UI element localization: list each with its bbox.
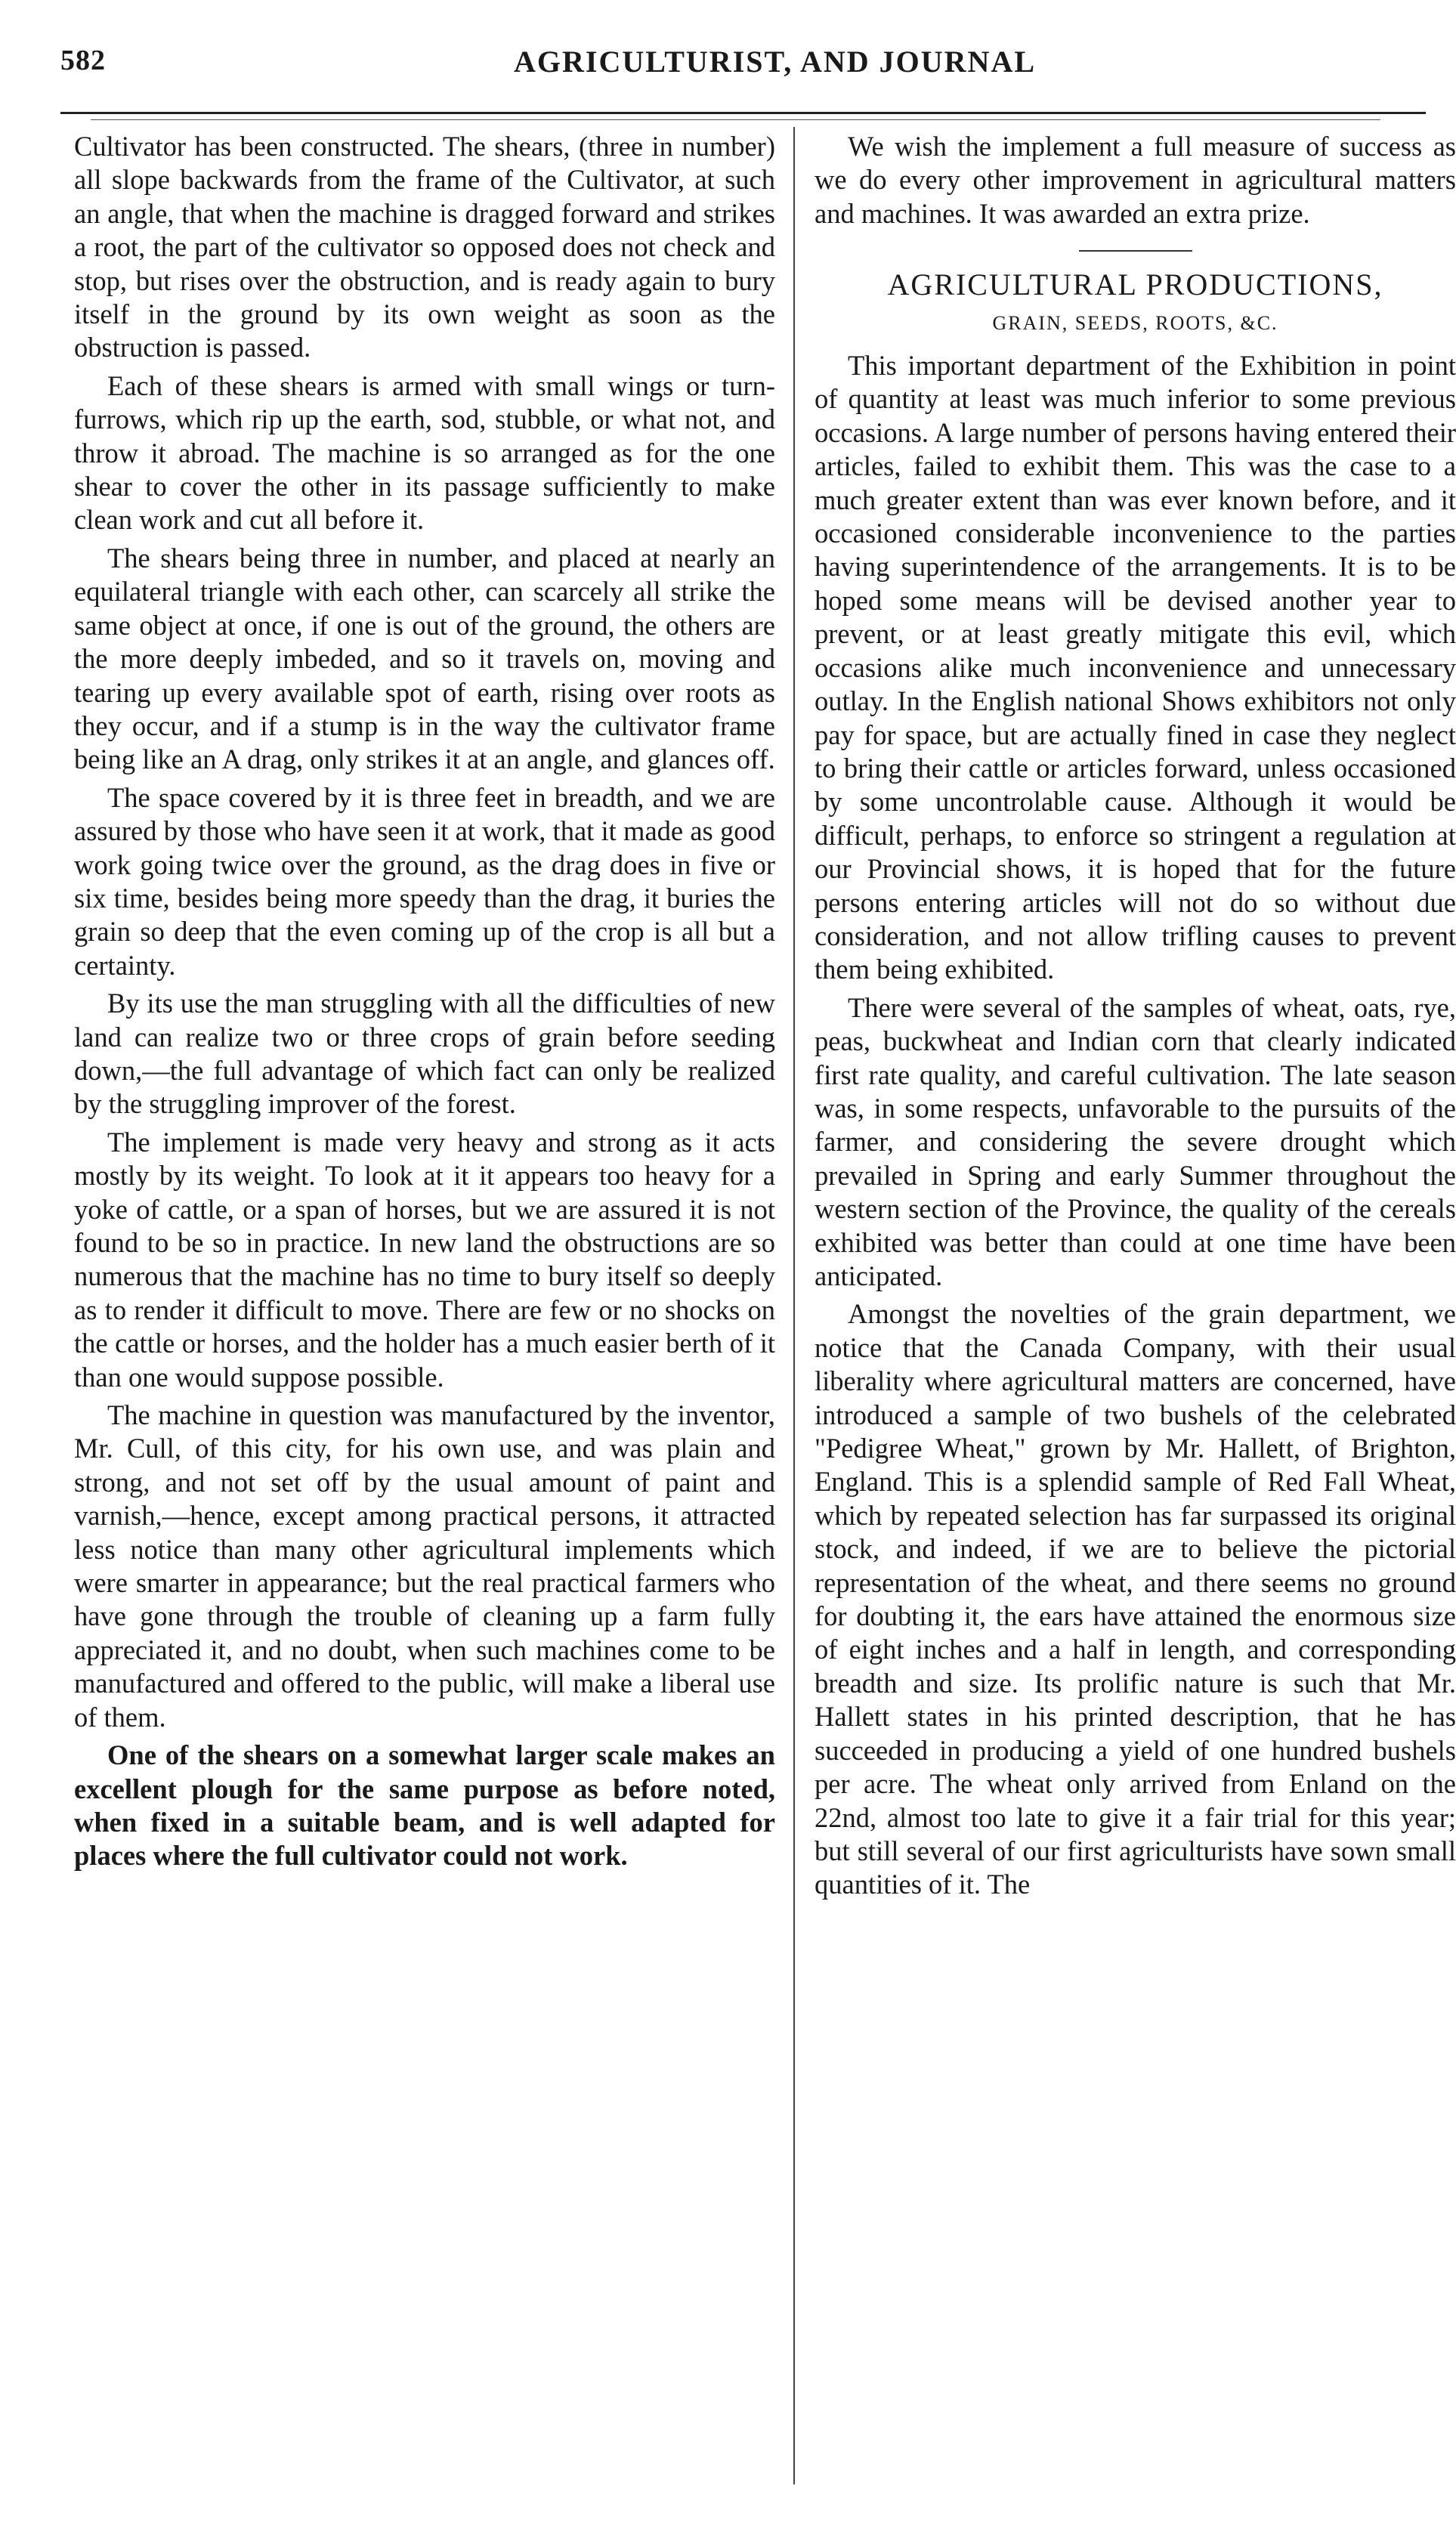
left-column [74, 130, 775, 1878]
right-paragraph-2: There were several of the samples of wheat, oats, rye, peas, buckwheat and Indian corn that clearly indicated first rate quality, and careful cultivation. The late season was, in some respects, unfavorable to the pursuits of the farmer, and considering the severe drought which prevailed in Spring and early Summer throughout the western section of the Province, the quality of the cereals exhibited was better than could at one time have been anticipated. [815, 991, 1456, 1291]
header-rule-thin [91, 119, 1380, 120]
column-divider [793, 127, 795, 2484]
right-column [815, 130, 1456, 1906]
right-paragraph-1: This important department of the Exhibition in point of quantity at least was much inferior to some previous occasions. A large number of persons having entered their articles, failed to exhibit them. This was the case to a much greater extent than was ever known before, and it occasioned considerable inconvenience to the parties having superintendence of the arrangements. It is to be hoped some means will be devised another year to prevent, or at least greatly mitigate this evil, which occasions alike much inconvenience and unnecessary outlay. In the English national Shows exhibitors not only pay for space, but are actually fined in case they neglect to bring their cattle or articles forward, unless occasioned by some uncontrolable cause. Although it would be difficult, perhaps, to enforce so stringent a regulation at our Provincial shows, it is hoped that for the future persons entering articles will not do so without due consideration, and not allow trifling causes to prevent them being exhibited. [815, 350, 1456, 985]
right-paragraph-3: Amongst the novelties of the grain department, we notice that the Canada Company, with their usual liberality where agricultural matters are concerned, have introduced a sample of two bushels of the celebrated "Pedigree Wheat," grown by Mr. Hallett, of Brighton, England. This is a splendid sample of Red Fall Wheat, which by repeated selection has far surpassed its original stock, and indeed, if we are to believe the pictorial representation of the wheat, and there seems no ground for doubting it, the ears have attained the enormous size of eight inches and a half in length, and corresponding breadth and size. Its prolific nature is such that Mr. Hallett states in his printed description, that he has succeeded in producing a yield of one hundred bushels per acre. The wheat only arrived from Enland on the 22nd, almost too late to give it a fair trial for this year; but still several of our first agriculturists have sown small quantities of it. The [815, 1298, 1456, 1900]
page-number: 582 [60, 45, 106, 76]
left-paragraph-8: One of the shears on a somewhat larger scale makes an excellent plough for the same purpose as before noted, when fixed in a suitable beam, and is well adapted for places where the full cultivator could not work. [74, 1739, 775, 1872]
section-subtitle: GRAIN, SEEDS, ROOTS, &C. [992, 311, 1278, 334]
left-paragraph-2: Each of these shears is armed with small wings or turn-furrows, which rip up the earth, sod, stubble, or what not, and throw it abroad. The machine is so arranged as for the one shear to cover the other in its passage sufficiently to make clean work and cut all before it. [74, 369, 775, 536]
left-paragraph-4: The space covered by it is three feet in breadth, and we are assured by those who have seen it at work, that it made as good work going twice over the ground, as the drag does in five or six time, besides being more speedy than the drag, it buries the grain so deep that the even coming up of the crop is all but a certainty. [74, 781, 775, 981]
left-paragraph-5: By its use the man struggling with all the difficulties of new land can realize two or three crops of grain before seeding down,—the full advantage of which fact can only be realized by the struggling improver of the forest. [74, 988, 775, 1120]
page-header [60, 44, 1426, 97]
left-paragraph-3: The shears being three in number, and placed at nearly an equilateral triangle with each other, can scarcely all strike the same object at once, if one is out of the ground, the others are the more deeply imbeded, and so it travels on, moving and tearing up every available spot of earth, rising over roots as they occur, and if a stump is in the way the cultivator frame being like an A drag, only strikes it at an angle, and glances off. [74, 542, 775, 775]
header-rule [60, 112, 1426, 114]
left-paragraph-6: The implement is made very heavy and strong as it acts mostly by its weight. To look at it it appears too heavy for a yoke of cattle, or a span of horses, but we are assured it is not found to be so in practice. In new land the obstructions are so numerous that the machine has no time to bury itself so deeply as to render it difficult to move. There are few or no shocks on the cattle or horses, and the holder has a much easier berth of it than one would suppose possible. [74, 1126, 775, 1393]
running-title: AGRICULTURIST, AND JOURNAL [514, 45, 1037, 79]
left-paragraph-1: Cultivator has been constructed. The shears, (three in number) all slope backwards from the frame of the Cultivator, at such an angle, that when the machine is dragged forward and strikes a root, the part of the cultivator so opposed does not check and stop, but rises over the obstruction, and is ready again to bury itself in the ground by its own weight as soon as the obstruction is passed. [74, 131, 775, 363]
right-intro-paragraph: We wish the implement a full measure of success as we do every other improvement in agricultural matters and machines. It was awarded an extra prize. [815, 131, 1456, 229]
section-rule [1079, 250, 1192, 252]
section-title: AGRICULTURAL PRODUCTIONS, [887, 267, 1383, 302]
left-paragraph-7: The machine in question was manufactured by the inventor, Mr. Cull, of this city, for his own use, and was plain and strong, and not set off by the usual amount of paint and varnish,—hence, except among practical persons, it attracted less notice than many other agricultural implements which were smarter in appearance; but the real practical farmers who have gone through the trouble of cleaning up a farm fully appreciated it, and no doubt, when such machines come to be manufactured and offered to the public, will make a liberal use of them. [74, 1399, 775, 1733]
